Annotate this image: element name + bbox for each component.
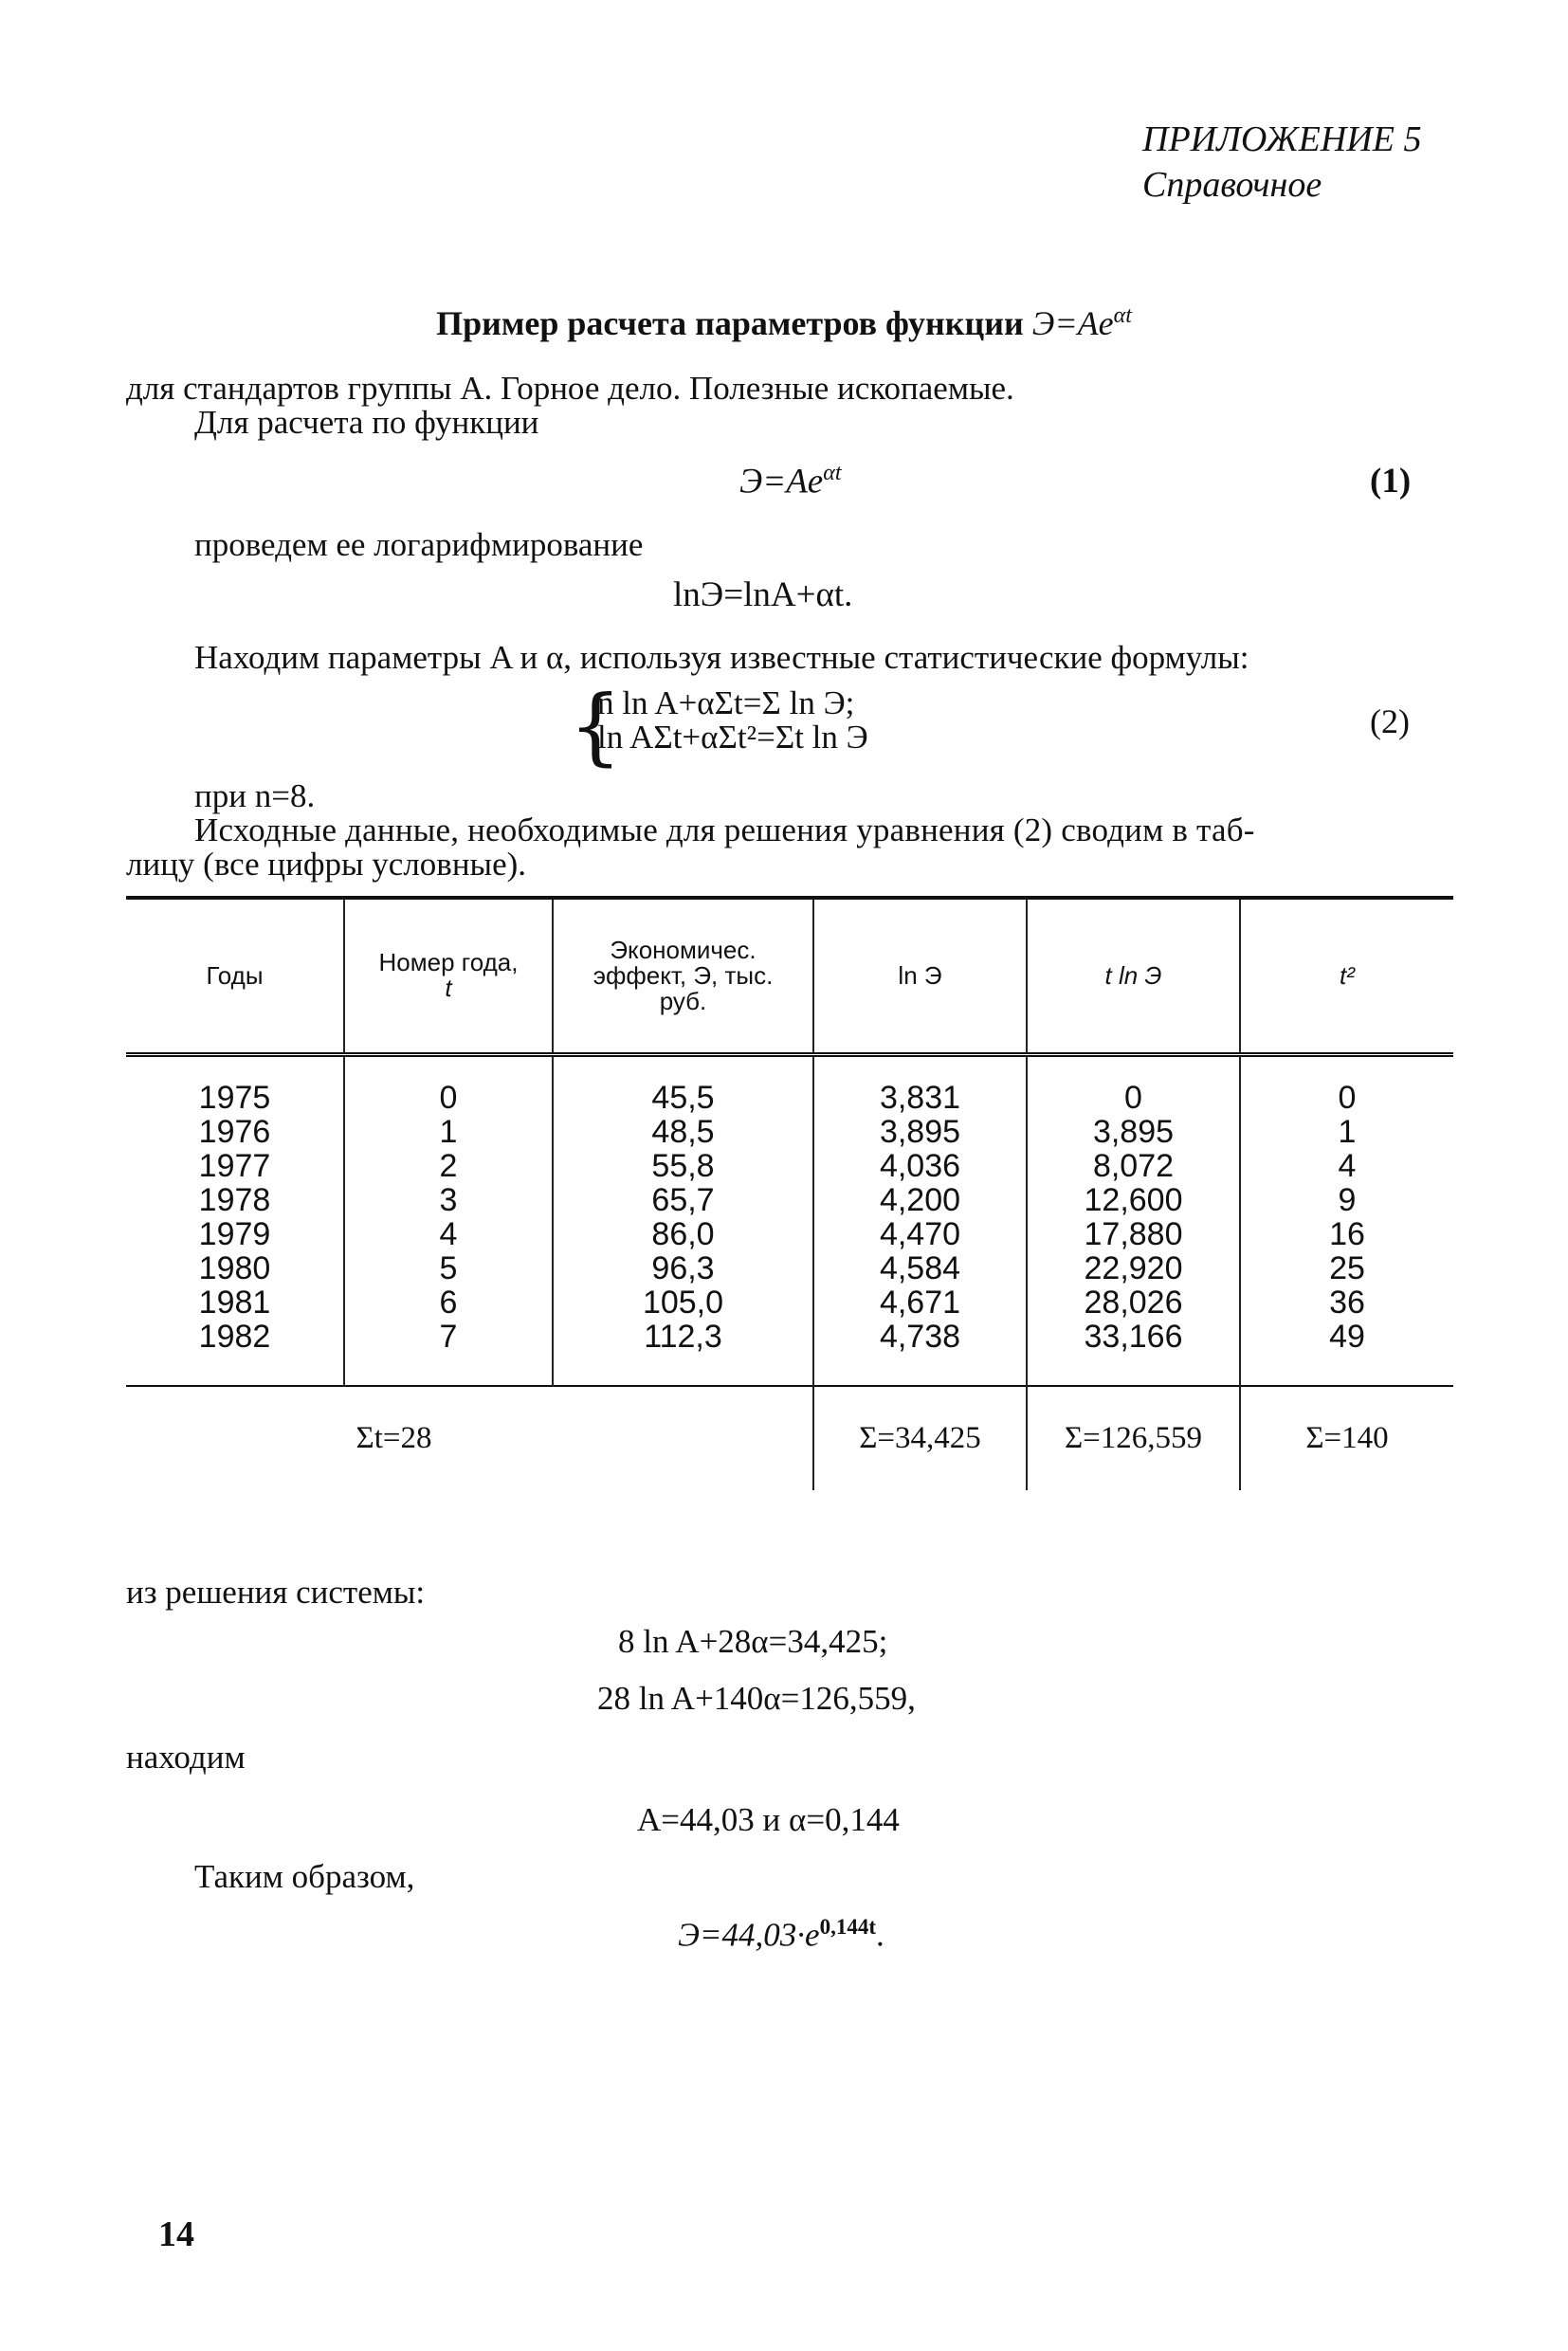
source-text-line-2: лицу (все цифры условные).	[126, 846, 527, 883]
column-header-label: Годы	[206, 960, 264, 990]
table-row	[126, 1150, 1453, 1184]
column-header-label: t²	[1340, 960, 1355, 990]
table-spacer	[126, 1355, 1453, 1386]
page-title-text: Пример расчета параметров функции	[436, 304, 1024, 342]
table-row	[126, 1218, 1453, 1252]
equation-1	[739, 461, 841, 501]
table-cell: 4,738	[813, 1321, 1027, 1355]
table-cell: 6	[344, 1286, 553, 1321]
table-spacer	[126, 1054, 1453, 1082]
table-cell: 49	[1240, 1321, 1453, 1355]
table-cell: 1975	[198, 1079, 271, 1116]
intro-line-1: для стандартов группы А. Горное дело. Полезные ископаемые.	[126, 370, 1014, 407]
system-brace: {	[569, 677, 622, 775]
column-header-effect	[553, 898, 813, 1054]
table-row	[126, 1082, 1453, 1116]
system-2-line-1: n ln A+αΣt=Σ ln Э;	[597, 684, 855, 721]
solve-text: из решения системы:	[126, 1574, 426, 1611]
table-cell: 9	[1240, 1184, 1453, 1218]
table-cell: 4	[1240, 1150, 1453, 1184]
total-sum-ln: Σ=34,425	[813, 1386, 1027, 1490]
appendix-subtitle: Справочное	[1142, 165, 1322, 205]
table-cell: 112,3	[553, 1321, 813, 1355]
log-text: проведем ее логарифмирование	[194, 526, 644, 563]
table-cell: 4,470	[813, 1218, 1027, 1252]
table-cell: 7	[344, 1321, 553, 1355]
column-header-t2	[1240, 898, 1453, 1054]
page-title	[0, 303, 1568, 343]
table-cell: 105,0	[553, 1286, 813, 1321]
equation-2-number: (2)	[1370, 702, 1410, 740]
thus-text: Таким образом,	[194, 1858, 415, 1895]
final-formula-base: Э=44,03·e	[678, 1916, 820, 1954]
table-cell: 1980	[198, 1249, 271, 1286]
table-cell: 2	[344, 1150, 553, 1184]
table-totals	[126, 1386, 1453, 1490]
table-cell: 4,671	[813, 1286, 1027, 1321]
table-cell: 5	[344, 1252, 553, 1286]
final-formula-end: .	[876, 1916, 884, 1954]
table-row	[126, 1321, 1453, 1355]
table-cell: 4,200	[813, 1184, 1027, 1218]
table-cell: 55,8	[553, 1150, 813, 1184]
table-cell: 8,072	[1027, 1150, 1240, 1184]
table-cell: 22,920	[1027, 1252, 1240, 1286]
system-3-line-2: 28 ln A+140α=126,559,	[597, 1680, 916, 1717]
table-cell: 4,584	[813, 1252, 1027, 1286]
n-text: при n=8.	[194, 777, 316, 814]
page-number: 14	[158, 2214, 194, 2254]
column-header-label: t ln Э	[1104, 960, 1162, 990]
table-cell: 1977	[198, 1147, 271, 1184]
table-cell: 25	[1240, 1252, 1453, 1286]
table-totals-row	[126, 1386, 1453, 1490]
find-text: находим	[126, 1739, 246, 1776]
table-cell: 16	[1240, 1218, 1453, 1252]
table-cell: 12,600	[1027, 1184, 1240, 1218]
table-cell: 36	[1240, 1286, 1453, 1321]
equation-1-number: (1)	[1370, 462, 1412, 501]
table-cell: 96,3	[553, 1252, 813, 1286]
column-header-years	[126, 898, 344, 1054]
table-cell: 0	[1240, 1082, 1453, 1116]
system-2-line-2: ln AΣt+αΣt²=Σt ln Э	[597, 719, 868, 756]
table-cell: 3,895	[1027, 1116, 1240, 1150]
final-formula-exp: 0,144t	[819, 1915, 876, 1939]
table-cell: 65,7	[553, 1184, 813, 1218]
table-cell: 1	[1240, 1116, 1453, 1150]
appendix-header	[1142, 117, 1465, 208]
table-cell: 1982	[198, 1318, 271, 1355]
table-cell: 3,895	[813, 1116, 1027, 1150]
table-cell: 1979	[198, 1215, 271, 1252]
page-title-formula	[1032, 304, 1132, 342]
table-cell: 4,036	[813, 1150, 1027, 1184]
total-sum-tln: Σ=126,559	[1027, 1386, 1240, 1490]
source-text-line-1: Исходные данные, необходимые для решения уравнения (2) сводим в таб-	[194, 811, 1255, 848]
data-table	[126, 896, 1453, 1490]
column-header-tln	[1027, 898, 1240, 1054]
table-row	[126, 1286, 1453, 1321]
table-cell: 1	[344, 1116, 553, 1150]
table-cell: 1981	[198, 1284, 271, 1321]
column-header-label: ln Э	[898, 960, 942, 990]
equation-1-base: Э=Ae	[739, 462, 824, 501]
system-3-line-1: 8 ln A+28α=34,425;	[618, 1623, 888, 1660]
table-cell: 33,166	[1027, 1321, 1240, 1355]
table-body	[126, 1054, 1453, 1386]
table-header-row	[126, 898, 1453, 1054]
total-sum-t2: Σ=140	[1240, 1386, 1453, 1490]
table-cell: 3,831	[813, 1082, 1027, 1116]
column-header-year-number	[344, 898, 553, 1054]
result-values: A=44,03 и α=0,144	[637, 1801, 900, 1838]
final-formula	[678, 1915, 884, 1955]
table-cell: 3	[344, 1184, 553, 1218]
table-row	[126, 1252, 1453, 1286]
table-cell: 0	[1027, 1082, 1240, 1116]
column-header-ln	[813, 898, 1027, 1054]
total-sum-t: Σt=28	[356, 1420, 432, 1455]
table-cell: 1976	[198, 1113, 271, 1150]
table-cell: 86,0	[553, 1218, 813, 1252]
table-cell: 45,5	[553, 1082, 813, 1116]
appendix-title: ПРИЛОЖЕНИЕ 5	[1142, 119, 1422, 159]
table-cell: 17,880	[1027, 1218, 1240, 1252]
table-cell: 1978	[198, 1181, 271, 1218]
table-cell: 28,026	[1027, 1286, 1240, 1321]
equation-1-exp: αt	[823, 461, 842, 485]
column-header-label: Экономичес. эффект, Э, тыс. руб.	[593, 935, 774, 1015]
table-header	[126, 898, 1453, 1054]
params-text: Находим параметры A и α, используя известные статистические формулы:	[194, 639, 1249, 676]
table-cell: 48,5	[553, 1116, 813, 1150]
table-row	[126, 1184, 1453, 1218]
column-header-symbol: t	[445, 974, 452, 1003]
log-formula: lnЭ=lnA+αt.	[673, 575, 853, 614]
table-row	[126, 1116, 1453, 1150]
system-2	[597, 686, 868, 755]
table-cell: 4	[344, 1218, 553, 1252]
intro-line-2: Для расчета по функции	[194, 404, 539, 441]
table-cell: 0	[344, 1082, 553, 1116]
page-title-formula-base: Э=Ae	[1031, 304, 1114, 342]
column-header-label: Номер года,	[378, 948, 519, 977]
page-title-formula-exp: αt	[1113, 303, 1132, 328]
